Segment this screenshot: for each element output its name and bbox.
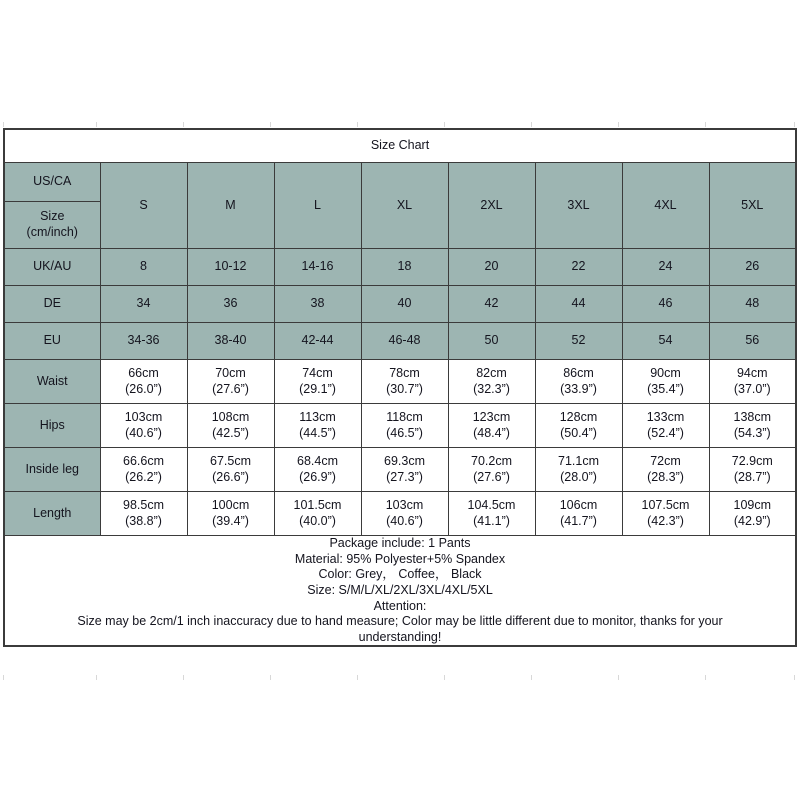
notes-row xyxy=(4,536,796,647)
cell-measurement xyxy=(100,448,187,492)
measurement-cm: 66cm xyxy=(128,365,159,380)
cell-value: 34-36 xyxy=(100,323,187,360)
cell-measurement xyxy=(622,404,709,448)
size-header-l: L xyxy=(274,163,361,249)
row-label-waist: Waist xyxy=(4,360,100,404)
cell-measurement xyxy=(100,492,187,536)
measurement-cm: 70.2cm xyxy=(471,453,512,468)
row-label-de: DE xyxy=(4,286,100,323)
cell-value: 18 xyxy=(361,249,448,286)
cell-value: 36 xyxy=(187,286,274,323)
cell-measurement xyxy=(274,360,361,404)
measurement-cm: 71.1cm xyxy=(558,453,599,468)
measurement-inch: (40.6”) xyxy=(125,425,162,440)
measurement-cm: 138cm xyxy=(733,409,772,424)
note-line: understanding! xyxy=(358,629,442,644)
cell-measurement xyxy=(709,492,796,536)
measurement-inch: (39.4”) xyxy=(212,513,249,528)
cell-value: 44 xyxy=(535,286,622,323)
measurement-inch: (38.8”) xyxy=(125,513,162,528)
measurement-cm: 82cm xyxy=(476,365,507,380)
ruler-tick xyxy=(183,122,184,127)
ruler-tick xyxy=(270,675,271,680)
cell-value: 8 xyxy=(100,249,187,286)
ruler-tick xyxy=(531,675,532,680)
cell-value: 22 xyxy=(535,249,622,286)
chart-title-row xyxy=(4,129,796,163)
measurement-cm: 78cm xyxy=(389,365,420,380)
row-label-length: Length xyxy=(4,492,100,536)
measurement-inch: (29.1”) xyxy=(299,381,336,396)
measurement-cm: 103cm xyxy=(124,409,163,424)
measurement-inch: (42.3”) xyxy=(647,513,684,528)
cell-value: 10-12 xyxy=(187,249,274,286)
cell-measurement xyxy=(448,360,535,404)
cell-measurement xyxy=(361,360,448,404)
measurement-cm: 70cm xyxy=(215,365,246,380)
measurement-inch: (48.4”) xyxy=(473,425,510,440)
measurement-cm: 118cm xyxy=(386,409,423,424)
ruler-tick xyxy=(96,675,97,680)
measurement-inch: (33.9”) xyxy=(560,381,597,396)
ruler-tick xyxy=(705,675,706,680)
ruler-tick xyxy=(357,122,358,127)
ruler-tick xyxy=(444,122,445,127)
size-header-3xl: 3XL xyxy=(535,163,622,249)
measurement-cm: 98.5cm xyxy=(123,497,164,512)
cell-measurement xyxy=(709,448,796,492)
size-chart-container xyxy=(3,128,795,647)
cell-value: 46 xyxy=(622,286,709,323)
header-label-size-unit-line1: Size xyxy=(40,209,65,224)
measurement-cm: 123cm xyxy=(472,409,511,424)
cell-value: 50 xyxy=(448,323,535,360)
cell-value: 54 xyxy=(622,323,709,360)
size-header-xl: XL xyxy=(361,163,448,249)
measurement-inch: (50.4”) xyxy=(560,425,597,440)
size-chart-table xyxy=(3,128,797,647)
chart-title: Size Chart xyxy=(4,129,796,163)
cell-measurement xyxy=(535,492,622,536)
measurement-cm: 101.5cm xyxy=(293,497,342,512)
measurement-cm: 68.4cm xyxy=(297,453,338,468)
ruler-tick xyxy=(183,675,184,680)
note-line: Package include: 1 Pants xyxy=(329,536,471,550)
table-row xyxy=(4,249,796,286)
size-header-5xl: 5XL xyxy=(709,163,796,249)
cell-measurement xyxy=(187,448,274,492)
table-row xyxy=(4,404,796,448)
ruler-tick xyxy=(705,122,706,127)
measurement-inch: (32.3”) xyxy=(473,381,510,396)
size-header-2xl: 2XL xyxy=(448,163,535,249)
header-label-usca: US/CA xyxy=(4,163,100,202)
product-notes xyxy=(4,536,796,647)
cell-measurement xyxy=(187,404,274,448)
measurement-inch: (28.0”) xyxy=(560,469,597,484)
cell-measurement xyxy=(622,492,709,536)
ruler-tick xyxy=(794,675,795,680)
measurement-cm: 108cm xyxy=(211,409,250,424)
measurement-inch: (40.0”) xyxy=(299,513,336,528)
measurement-cm: 67.5cm xyxy=(210,453,251,468)
ruler-tick xyxy=(3,675,4,680)
measurement-cm: 100cm xyxy=(211,497,250,512)
cell-value: 20 xyxy=(448,249,535,286)
note-line: Size: S/M/L/XL/2XL/3XL/4XL/5XL xyxy=(307,582,493,597)
row-label-inside-leg: Inside leg xyxy=(4,448,100,492)
measurement-inch: (26.9”) xyxy=(299,469,336,484)
header-label-size-unit xyxy=(4,202,100,249)
ruler-tick xyxy=(96,122,97,127)
measurement-inch: (27.6”) xyxy=(212,381,249,396)
ruler-tick xyxy=(270,122,271,127)
cell-measurement xyxy=(187,492,274,536)
measurement-cm: 113cm xyxy=(299,409,336,424)
measurement-cm: 72.9cm xyxy=(731,453,773,468)
measurement-cm: 133cm xyxy=(646,409,685,424)
measurement-inch: (27.3”) xyxy=(386,469,423,484)
table-row xyxy=(4,448,796,492)
cell-measurement xyxy=(448,404,535,448)
measurement-inch: (42.5”) xyxy=(212,425,249,440)
ruler-tick xyxy=(444,675,445,680)
measurement-cm: 107.5cm xyxy=(641,497,690,512)
cell-value: 46-48 xyxy=(361,323,448,360)
ruler-tick xyxy=(618,122,619,127)
measurement-cm: 86cm xyxy=(563,365,594,380)
cell-value: 42 xyxy=(448,286,535,323)
row-label-hips: Hips xyxy=(4,404,100,448)
measurement-cm: 69.3cm xyxy=(384,453,425,468)
measurement-inch: (26.2”) xyxy=(125,469,162,484)
cell-measurement xyxy=(100,404,187,448)
ruler-tick xyxy=(531,122,532,127)
cell-measurement xyxy=(361,448,448,492)
cell-value: 14-16 xyxy=(274,249,361,286)
measurement-inch: (54.3”) xyxy=(733,425,771,440)
measurement-inch: (27.6”) xyxy=(473,469,510,484)
cell-measurement xyxy=(709,404,796,448)
measurement-inch: (40.6”) xyxy=(386,513,423,528)
cell-measurement xyxy=(187,360,274,404)
cell-measurement xyxy=(274,404,361,448)
header-label-size-unit-line2: (cm/inch) xyxy=(26,225,78,239)
header-row-usca xyxy=(4,163,796,202)
measurement-inch: (35.4”) xyxy=(647,381,684,396)
cell-value: 56 xyxy=(709,323,796,360)
measurement-cm: 109cm xyxy=(733,497,772,512)
table-row xyxy=(4,360,796,404)
ruler-tick xyxy=(794,122,795,127)
measurement-inch: (26.6”) xyxy=(212,469,249,484)
row-label-eu: EU xyxy=(4,323,100,360)
measurement-inch: (44.5”) xyxy=(299,425,336,440)
measurement-inch: (26.0”) xyxy=(125,381,162,396)
measurement-inch: (52.4”) xyxy=(647,425,684,440)
measurement-inch: (28.3”) xyxy=(647,469,684,484)
measurement-inch: (41.7”) xyxy=(560,513,597,528)
cell-value: 26 xyxy=(709,249,796,286)
size-header-m: M xyxy=(187,163,274,249)
cell-measurement xyxy=(361,492,448,536)
cell-measurement xyxy=(535,360,622,404)
cell-value: 38-40 xyxy=(187,323,274,360)
cell-value: 40 xyxy=(361,286,448,323)
cell-value: 52 xyxy=(535,323,622,360)
cell-value: 48 xyxy=(709,286,796,323)
cell-measurement xyxy=(274,492,361,536)
measurement-cm: 72cm xyxy=(650,453,681,468)
cell-measurement xyxy=(448,448,535,492)
measurement-inch: (28.7”) xyxy=(733,469,771,484)
measurement-inch: (37.0”) xyxy=(733,381,771,396)
cell-measurement xyxy=(535,448,622,492)
measurement-inch: (42.9”) xyxy=(733,513,771,528)
size-header-s: S xyxy=(100,163,187,249)
cell-measurement xyxy=(274,448,361,492)
ruler-tick xyxy=(357,675,358,680)
measurement-inch: (46.5”) xyxy=(386,425,423,440)
cell-value: 34 xyxy=(100,286,187,323)
table-row xyxy=(4,286,796,323)
table-row xyxy=(4,492,796,536)
cell-measurement xyxy=(622,448,709,492)
cell-measurement xyxy=(709,360,796,404)
note-line: Attention: xyxy=(373,598,427,613)
cell-value: 38 xyxy=(274,286,361,323)
ruler-tick xyxy=(3,122,4,127)
measurement-cm: 66.6cm xyxy=(123,453,164,468)
measurement-inch: (30.7”) xyxy=(386,381,423,396)
row-label-uk-au: UK/AU xyxy=(4,249,100,286)
cell-value: 24 xyxy=(622,249,709,286)
measurement-cm: 94cm xyxy=(736,365,768,380)
measurement-cm: 106cm xyxy=(559,497,598,512)
measurement-cm: 103cm xyxy=(385,497,424,512)
note-line: Color: Grey， Coffee， Black xyxy=(318,567,482,582)
note-line: Material: 95% Polyester+5% Spandex xyxy=(294,551,506,566)
cell-measurement xyxy=(100,360,187,404)
cell-value: 42-44 xyxy=(274,323,361,360)
measurement-cm: 74cm xyxy=(302,365,333,380)
cell-measurement xyxy=(622,360,709,404)
cell-measurement xyxy=(448,492,535,536)
measurement-cm: 104.5cm xyxy=(467,497,516,512)
table-row xyxy=(4,323,796,360)
cell-measurement xyxy=(535,404,622,448)
cell-measurement xyxy=(361,404,448,448)
size-header-4xl: 4XL xyxy=(622,163,709,249)
measurement-inch: (41.1”) xyxy=(473,513,510,528)
measurement-cm: 90cm xyxy=(650,365,681,380)
ruler-tick xyxy=(618,675,619,680)
note-line: Size may be 2cm/1 inch inaccuracy due to hand measure; Color may be little different due to monitor, thanks for your xyxy=(77,614,723,629)
measurement-cm: 128cm xyxy=(559,409,598,424)
